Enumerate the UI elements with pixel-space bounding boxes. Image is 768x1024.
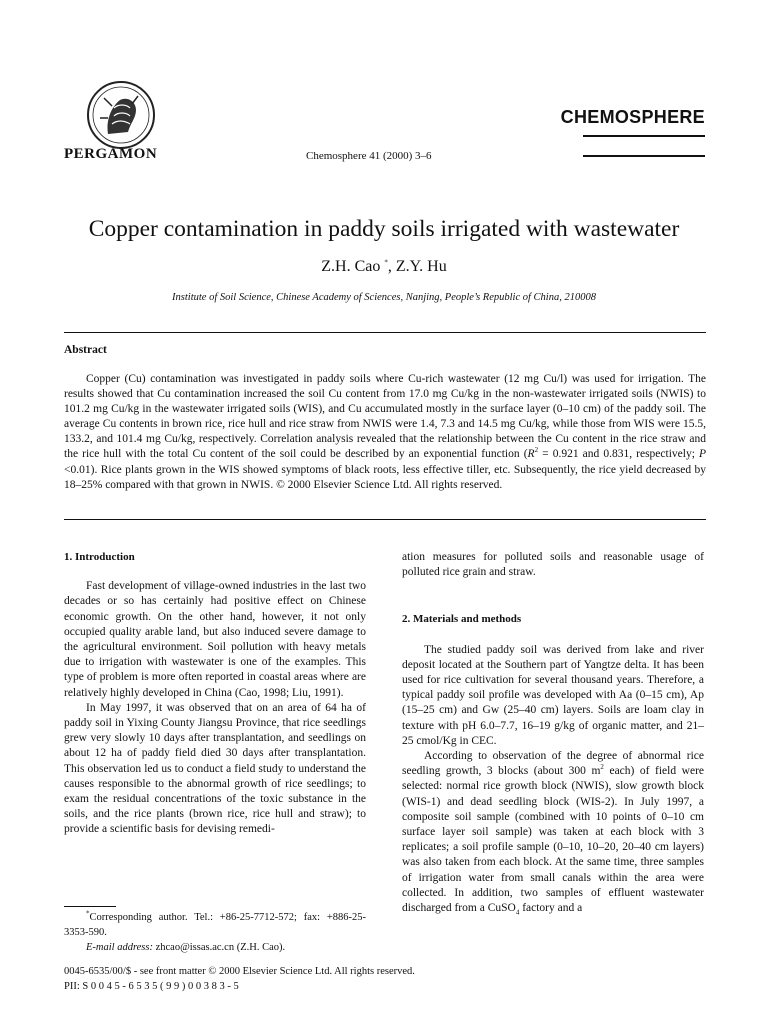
- footnote-rule: [64, 906, 116, 907]
- publisher-name: PERGAMON: [64, 146, 158, 162]
- section-heading-methods: 2. Materials and methods: [402, 613, 522, 626]
- elsevier-tree-logo: [84, 78, 158, 152]
- article-title: Copper contamination in paddy soils irrigated with wastewater: [88, 216, 680, 242]
- copyright-line: 0045-6535/00/$ - see front matter © 2000 Elsevier Science Ltd. All rights reserved.: [64, 966, 415, 977]
- intro-continuation: ation measures for polluted soils and reasonable usage of polluted rice grain and straw.: [402, 551, 704, 579]
- author-affiliation: Institute of Soil Science, Chinese Academy of Sciences, Nanjing, People’s Republic of China, 210008: [172, 292, 596, 303]
- article-authors: Z.H. Cao *, Z.Y. Hu: [321, 258, 447, 275]
- divider-top: [64, 332, 706, 333]
- abstract-text: Copper (Cu) contamination was investigated in paddy soils where Cu-rich wastewater (12 mg Cu/l) was used for irrigation. The results showed that Cu contamination increased the soil Cu content from 17.0 mg Cu/kg in the non-wastewater irrigated soils (NWIS) to 101.2 mg Cu/kg in the wastewater irrigated soils (WIS), and Cu accumulated mostly in the surface layer (0–10 cm) of the paddy soil. The average Cu contents in brown rice, rice hull and rice straw from NWIS were 1.4, 7.3 and 14.5 mg Cu/kg, while those from WIS were 15.5, 133.2, and 101.4 mg Cu/kg, respectively. Correlation analysis revealed that the relationship between the Cu content in the rice straw and the rice hull with the total Cu content of the soil could be described by an exponential function ($R^2 = 0.921$ and 0.831, respectively; P <0.01). Rice plants grown in the WIS showed symptoms of black roots, less effective tiller, etc. Subsequently, the rice yield decreased by 18–25% compared with that grown in NWIS. © 2000 Elsevier Science Ltd. All rights reserved.: [64, 373, 706, 491]
- section-heading-introduction: 1. Introduction: [64, 551, 135, 563]
- methods-paragraph-1: The studied paddy soil was derived from lake and river deposit located at the Southern part of Yangtze delta. It has been used for rice cultivation for several thousand years. Therefore, a typical paddy soil profile was developed with Aa (0–15 cm), Ap (15–25 cm) and Gw (25–40 cm) layers. Soils are loam clay in texture with pH 6.0–7.7, 16–19 g/kg of organic matter, and 21–25 cmol/Kg in CEC.: [402, 643, 704, 747]
- divider-bottom: [64, 519, 706, 520]
- journal-rule-bottom: [583, 155, 705, 157]
- journal-rule-top: [583, 135, 705, 137]
- journal-name: CHEMOSPHERE: [560, 107, 705, 127]
- methods-paragraph-2: According to observation of the degree of abnormal rice seedling growth, 3 blocks (about 300 $m^2$ each) of field were selected: normal rice growth block (NWIS), slow growth block (WIS-1) and dead seedling block (WIS-2). In July 1997, a composite soil sample (combined with 10 points of 0–10 cm surface layer soil sample) was taken at each block with 3 replicates; a soil profile sample (0–10, 10–20, 20–40 cm layers) was also taken from each block. At the same time, three samples of irrigation water from small canals within the area were collected. In addition, two samples of effluent wastewater discharged from a CuSO$_4$ factory and a: [402, 750, 704, 917]
- intro-paragraph-2: In May 1997, it was observed that on an area of 64 ha of paddy soil in Yixing County Jiangsu Province, that rice seedlings grew very slowly 10 days after transplantation, and seedlings on about 12 ha of paddy field died 30 days after transplantation. This observation led us to conduct a field study to understand the causes responsible to the abnormal growth of rice seedlings; to exam the residual concentrations of the toxic substance in the soils, and the rice plants (brown rice, rice hull and straw); to provide a scientific basis for devising remedi-: [64, 701, 366, 836]
- right-column: [402, 550, 704, 916]
- abstract-heading: Abstract: [64, 344, 107, 356]
- corresponding-author-footnote: *Corresponding author. Tel.: +86-25-7712-572; fax: +886-25-3353-590. E-mail address: zhcao@issas.ac.cn (Z.H. Cao).: [64, 909, 366, 953]
- intro-paragraph-1: Fast development of village-owned industries in the last two decades or so has certainly had positive effect on Chinese economic growth. On the other hand, however, it not only occupied quality arable land, but also induced severe damage to the agricultural environment. Soil pollution with heavy metals due to irrigation with wastewater is one of the examples. This type of problem is more often reported in coastal areas where are relatively highly developed in China (Cao, 1998; Liu, 1991).: [64, 580, 366, 699]
- pii-line: PII: S 0 0 4 5 - 6 5 3 5 ( 9 9 ) 0 0 3 8 3 - 5: [64, 981, 239, 992]
- left-column: [64, 550, 366, 838]
- journal-citation: Chemosphere 41 (2000) 3–6: [306, 150, 432, 162]
